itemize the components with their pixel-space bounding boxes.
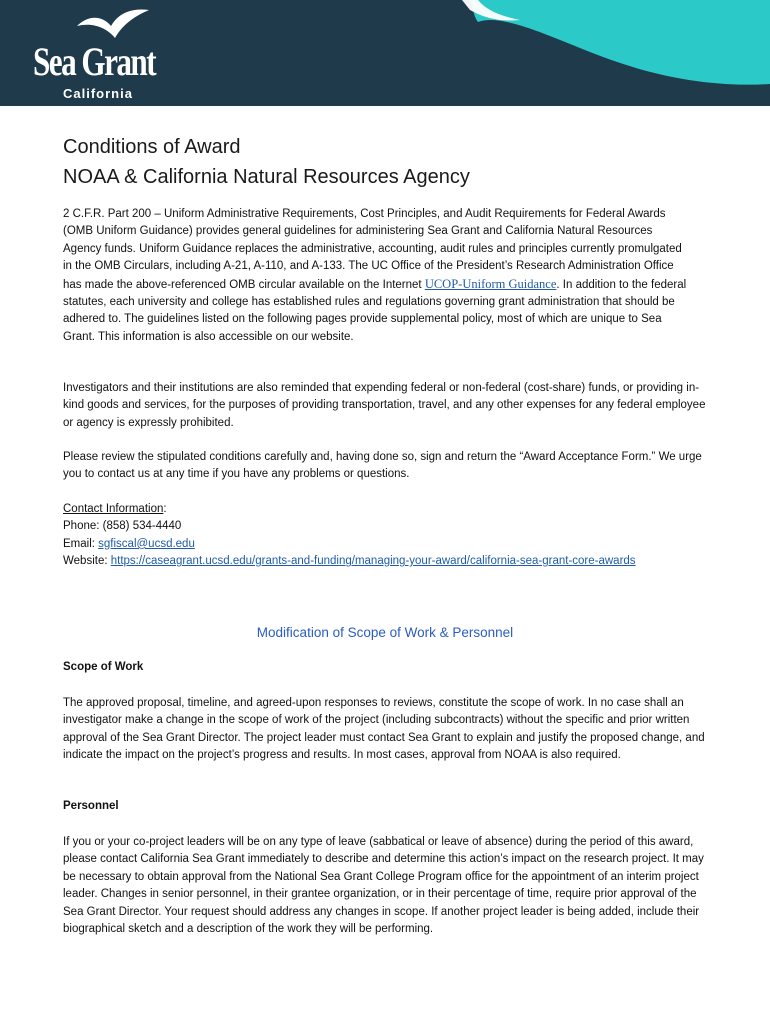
logo-subtitle: California <box>63 86 133 101</box>
ucop-uniform-guidance-link[interactable]: UCOP-Uniform Guidance <box>424 276 557 291</box>
teal-wave <box>470 0 770 85</box>
contact-heading: Contact Information <box>63 503 164 515</box>
seabird-icon <box>77 8 149 42</box>
contact-block <box>63 501 683 571</box>
review-paragraph <box>63 449 703 484</box>
contact-heading-colon: : <box>163 503 167 515</box>
travel-text: Investigators and their institutions are also reminded that expending federal or non-federal (cost-share) funds, or providing in-kind goods and services, for the purposes of providing transportation, travel, and any other expenses for any federal employee or agency is expressly prohibited. <box>63 382 706 429</box>
title-line-2: NOAA & California Natural Resources Agency <box>63 166 470 188</box>
section-heading: Modification of Scope of Work & Personnel <box>256 625 514 640</box>
website-line <box>63 553 683 570</box>
personnel-heading: Personnel <box>63 800 119 812</box>
intro-paragraph <box>63 206 688 346</box>
review-text: Please review the stipulated conditions carefully and, having done so, sign and return the “Award Acceptance Form.” We urge you to contact us at any time if you have any problems or questions. <box>63 451 702 481</box>
logo-wordmark: Sea Grant <box>33 39 156 84</box>
scope-text: The approved proposal, timeline, and agreed-upon responses to reviews, constitute the scope of work. In no case shall an investigator make a change in the scope of work of the project (including subcontracts) without the specific and prior written approval of the Sea Grant Director. The project leader must contact Sea Grant to explain and justify the proposed change, and indicate the impact on the project’s progress and results. In most cases, approval from NOAA is also required. <box>63 697 705 762</box>
personnel-paragraph <box>63 834 708 938</box>
header-banner <box>0 0 770 106</box>
travel-paragraph <box>63 380 713 432</box>
email-link[interactable]: sgfiscal@ucsd.edu <box>98 537 195 550</box>
scope-paragraph <box>63 695 708 765</box>
phone-line <box>63 518 683 535</box>
phone-number: (858) 534-4440 <box>102 520 182 533</box>
page-title <box>63 132 470 192</box>
intro-text-after: . In addition to the federal statutes, each university and college has established rules and regulations governing grant administration that should be adhered to. The guidelines listed on the following pages provide supplemental policy, most of which are unique to Sea Grant. This information is also accessible on our website. <box>63 278 687 343</box>
title-line-1: Conditions of Award <box>63 136 241 158</box>
phone-label: Phone: <box>63 520 103 533</box>
contact-heading-line <box>63 501 683 518</box>
website-link[interactable]: https://caseagrant.ucsd.edu/grants-and-funding/managing-your-award/california-sea-grant-core-awards <box>110 555 636 568</box>
sea-grant-logo <box>33 8 173 100</box>
email-line <box>63 536 683 553</box>
intro-text-before: 2 C.F.R. Part 200 – Uniform Administrative Requirements, Cost Principles, and Audit Requirements for Federal Awards (OMB Uniform Guidance) provides general guidelines for administering Sea Grant and California Natural Resources Agency funds. Uniform Guidance replaces the administrative, accounting, audit rules and principles currently promulgated in the OMB Circulars, including A-21, A-110, and A-133. The UC Office of the President’s Research Administration Office has made the above-referenced OMB circular available on the Internet <box>63 208 682 291</box>
personnel-text: If you or your co-project leaders will be on any type of leave (sabbatical or leave of absence) during the period of this award, please contact California Sea Grant immediately to describe and determine this action’s impact on the research project. It may be necessary to obtain approval from the National Sea Grant College Program office for the appointment of an interim project leader. Changes in senior personnel, in their grantee organization, or in their percentage of time, require prior approval of the Sea Grant Director. Your request should address any changes in scope. If another project leader is being added, include their biographical sketch and a description of the work they will be performing. <box>63 836 704 936</box>
email-label: Email: <box>63 537 99 550</box>
scope-of-work-heading: Scope of Work <box>63 661 144 673</box>
website-label: Website: <box>63 555 111 568</box>
